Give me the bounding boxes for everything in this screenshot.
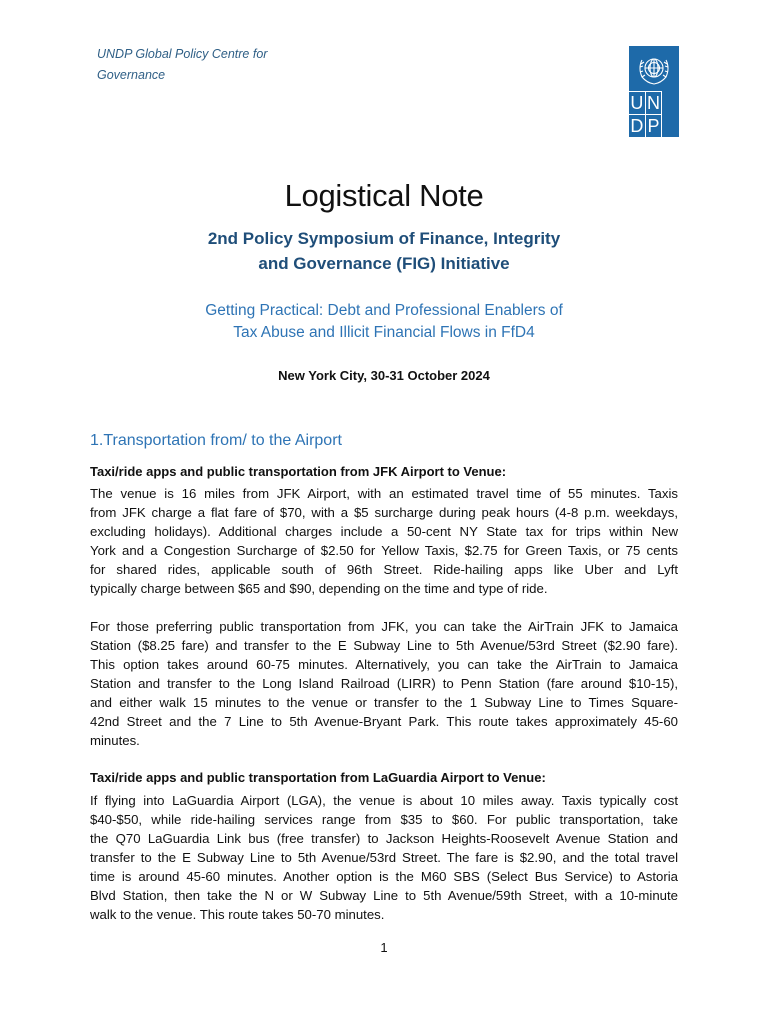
text-line: If flying into LaGuardia Airport (LGA), the venue is about 10 miles away. Taxis typically cost [90, 793, 678, 808]
logo-spacer [662, 114, 679, 137]
jfk-paragraph-2 [90, 617, 678, 750]
event-tagline [150, 300, 618, 344]
text-line: For those preferring public transportation from JFK, you can take the AirTrain JFK to Jamaica [90, 619, 678, 634]
text-line: Blvd Station, then take the N or W Subway Line to 5th Avenue/59th Street, with a 10-minute [90, 888, 678, 903]
org-name [97, 44, 307, 86]
jfk-heading: Taxi/ride apps and public transportation from JFK Airport to Venue: [90, 464, 507, 479]
org-name-line1: UNDP Global Policy Centre for [97, 47, 268, 61]
page-title: Logistical Note [284, 178, 484, 213]
subtitle-line2: and Governance (FIG) Initiative [258, 254, 510, 273]
event-dateline: New York City, 30-31 October 2024 [278, 368, 490, 383]
text-line: transfer to the E Subway Line to 5th Avenue/53rd Street. The fare is $2.90, and the total travel [90, 850, 678, 865]
text-line: 42nd Street and the 7 Line to 5th Avenue-Bryant Park. This route takes approximately 45-60 [90, 714, 678, 729]
logo-letters [629, 91, 679, 137]
text-line: and either walk 15 minutes to the venue or transfer to the 1 Subway Line to Times Square- [90, 695, 678, 710]
text-line: from JFK charge a flat fare of $70, with a $5 surcharge during peak hours (4-8 p.m. weekdays, [90, 505, 678, 520]
lga-paragraph-1 [90, 791, 678, 924]
subtitle-line1: 2nd Policy Symposium of Finance, Integrity [207, 229, 561, 248]
page-number: 1 [380, 940, 388, 955]
text-line: for shared rides, applicable south of 96th Street. Ride-hailing apps like Uber and Lyft [90, 562, 678, 577]
logo-spacer [662, 91, 679, 114]
text-line: time is around 45-60 minutes. Another option is the M60 SBS (Select Bus Service) to Astoria [90, 869, 678, 884]
text-line: The venue is 16 miles from JFK Airport, with an estimated travel time of 55 minutes. Taxis [90, 486, 678, 501]
logo-letter: D [629, 114, 646, 137]
text-line: York and a Congestion Surcharge of $2.50 for Yellow Taxis, $2.75 for Green Taxis, or 75 cents [90, 543, 678, 558]
event-subtitle [150, 226, 618, 276]
jfk-paragraph-1 [90, 484, 678, 598]
text-line: This option takes around 60-75 minutes. Alternatively, you can take the AirTrain to Jamaica [90, 657, 678, 672]
text-line: Station ($8.25 fare) and transfer to the E Subway Line to 5th Avenue/53rd Street ($2.90 fare). [90, 638, 678, 653]
text-line: the Q70 LaGuardia Link bus (free transfer) to Jackson Heights-Roosevelt Avenue Station and [90, 831, 678, 846]
text-line: minutes. [90, 733, 140, 748]
tagline-line2: Tax Abuse and Illicit Financial Flows in FfD4 [233, 324, 535, 341]
text-line: walk to the venue. This route takes 50-70 minutes. [90, 907, 385, 922]
tagline-line1: Getting Practical: Debt and Professional Enablers of [205, 302, 563, 319]
undp-logo [629, 46, 679, 137]
text-line: excluding holidays). Additional charges include a 50-cent NY State tax for trips within New [90, 524, 678, 539]
text-line: Station and transfer to the Long Island Railroad (LIRR) to Penn Station (fare around $10-15), [90, 676, 678, 691]
org-name-line2: Governance [97, 68, 166, 82]
lga-heading: Taxi/ride apps and public transportation from LaGuardia Airport to Venue: [90, 770, 546, 785]
section-heading: 1.Transportation from/ to the Airport [90, 432, 342, 449]
logo-letter: P [646, 114, 663, 137]
logo-letter: N [646, 91, 663, 114]
un-emblem-icon [634, 51, 674, 87]
text-line: $40-$50, while ride-hailing services range from $35 to $60. For public transportation, take [90, 812, 678, 827]
logo-letter: U [629, 91, 646, 114]
text-line: typically charge between $65 and $90, depending on the time and type of ride. [90, 581, 548, 596]
